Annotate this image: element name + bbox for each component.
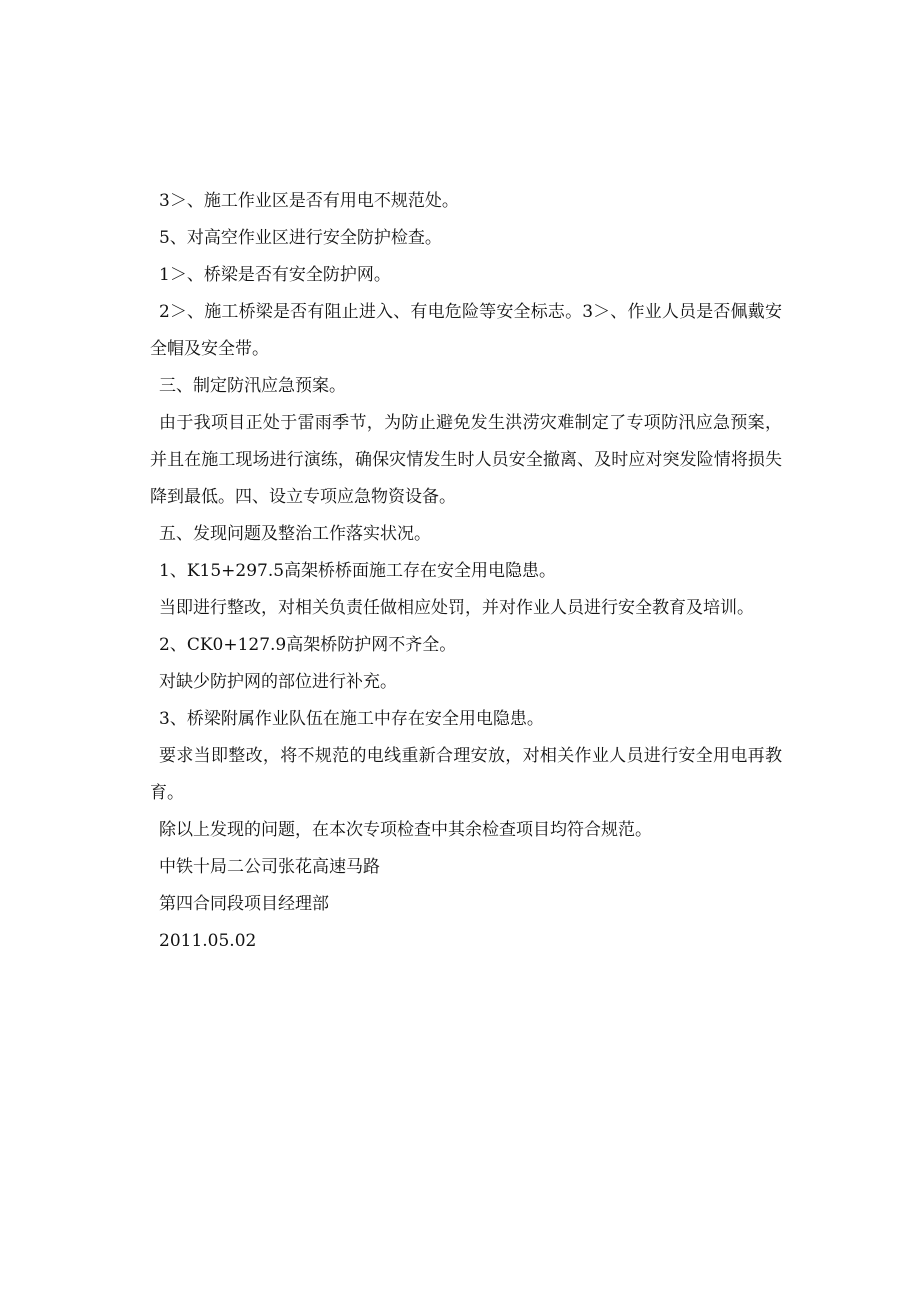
issue-2: 2、CK0+127.9高架桥防护网不齐全。 [159, 635, 457, 655]
issue-2-action: 对缺少防护网的部位进行补充。 [159, 672, 397, 692]
paragraph-conclusion: 除以上发现的问题，在本次专项检查中其余检查项目均符合规范。 [159, 820, 652, 840]
paragraph-safety-signs: 2＞、施工桥梁是否有阻止进入、有电危险等安全标志。3＞、作业人员是否佩戴安全帽及安全带。 [150, 302, 782, 359]
issue-3-action: 要求当即整改，将不规范的电线重新合理安放，对相关作业人员进行安全用电再教育。 [150, 746, 782, 803]
signature-date: 2011.05.02 [159, 931, 257, 951]
paragraph-check-electricity: 3＞、施工作业区是否有用电不规范处。 [159, 191, 459, 211]
signature-department: 第四合同段项目经理部 [159, 894, 329, 914]
heading-issues-found: 五、发现问题及整治工作落实状况。 [159, 524, 431, 544]
paragraph-high-altitude-check: 5、对高空作业区进行安全防护检查。 [159, 228, 442, 248]
signature-company: 中铁十局二公司张花高速马路 [159, 857, 380, 877]
issue-1: 1、K15+297.5高架桥桥面施工存在安全用电隐患。 [159, 561, 557, 581]
issue-1-action: 当即进行整改，对相关负责任做相应处罚，并对作业人员进行安全教育及培训。 [159, 598, 754, 618]
issue-3: 3、桥梁附属作业队伍在施工中存在安全用电隐患。 [159, 709, 544, 729]
paragraph-flood-plan: 由于我项目正处于雷雨季节，为防止避免发生洪涝灾难制定了专项防汛应急预案，并且在施工现场进行演练，确保灾情发生时人员安全撤离、及时应对突发险情将损失降到最低。四、设立专项应急物资设备。 [150, 413, 782, 507]
document-body [150, 183, 782, 960]
heading-flood-plan: 三、制定防汛应急预案。 [159, 376, 346, 396]
paragraph-bridge-net: 1＞、桥梁是否有安全防护网。 [159, 265, 391, 285]
